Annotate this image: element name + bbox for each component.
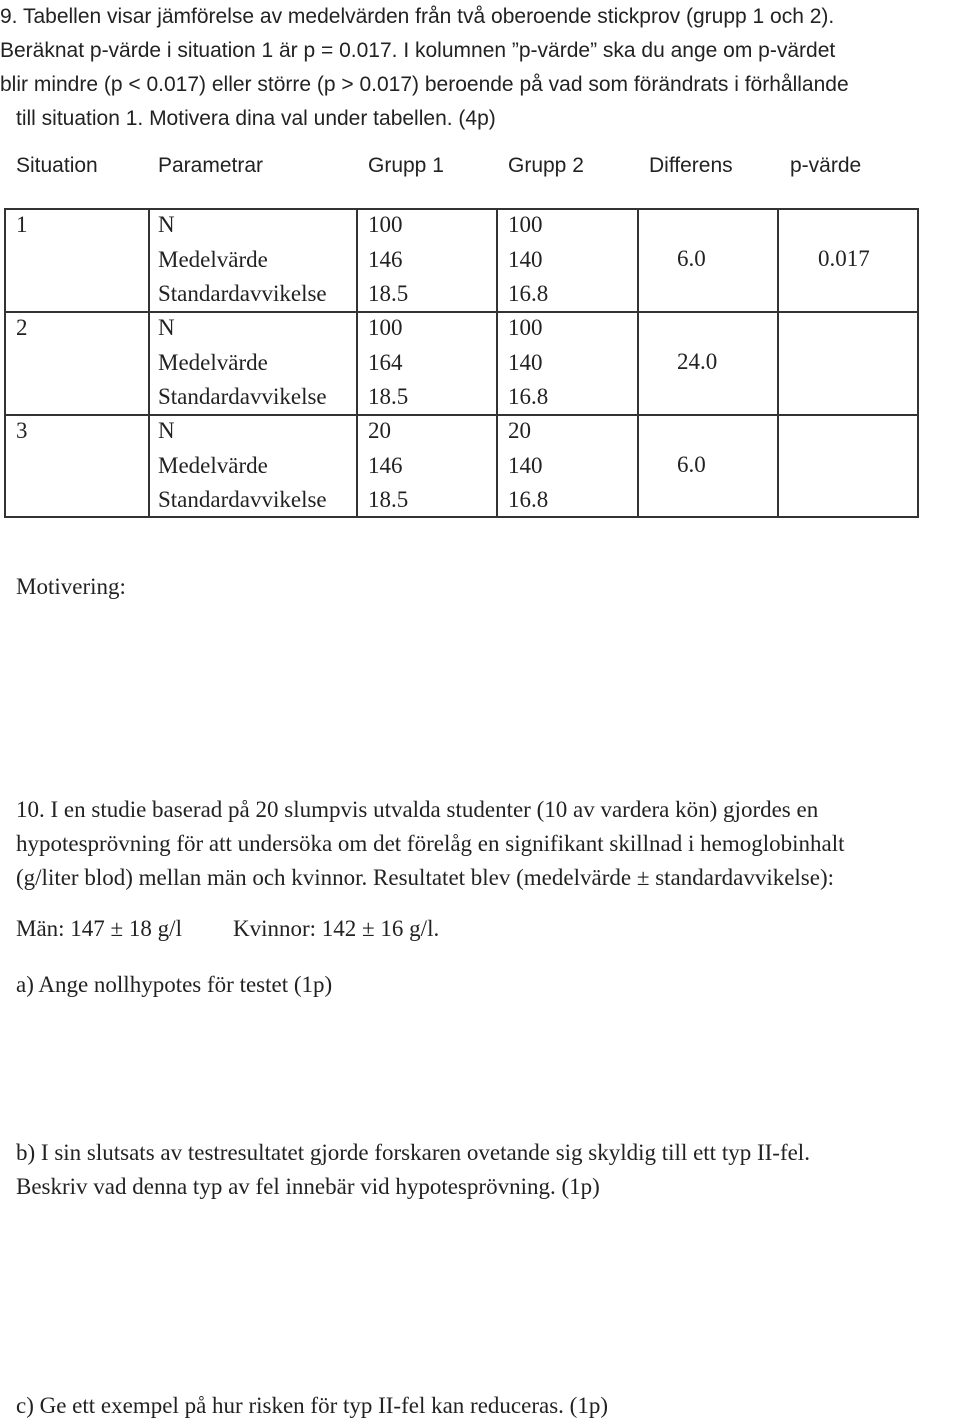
row1-grupp1 — [368, 208, 408, 312]
grupp1-value: 18.5 — [368, 281, 409, 306]
question-9-text — [0, 0, 849, 136]
q10-line-3: (g/liter blod) mellan män och kvinnor. Resultatet blev (medelvärde ± standardavvikelse): — [16, 865, 835, 890]
grupp1-value: 18.5 — [368, 384, 409, 409]
row3-grupp2 — [508, 414, 548, 518]
question-10b — [16, 1136, 956, 1204]
grupp2-value: 100 — [508, 212, 543, 237]
param-label: N — [158, 212, 175, 237]
header-parametrar: Parametrar — [158, 154, 264, 177]
data-table — [4, 208, 919, 518]
grupp1-value: 18.5 — [368, 487, 409, 512]
table-divider — [4, 414, 919, 416]
param-label: N — [158, 315, 175, 340]
row3-grupp1 — [368, 414, 408, 518]
grupp2-value: 16.8 — [508, 487, 549, 512]
table-divider — [148, 208, 150, 518]
row3-situation: 3 — [16, 418, 28, 443]
q10-line-2: hypotesprövning för att undersöka om det förelåg en signifikant skillnad i hemoglobinhalt — [16, 831, 845, 856]
table-divider — [496, 208, 498, 518]
grupp2-value: 16.8 — [508, 384, 549, 409]
row1-situation: 1 — [16, 212, 28, 237]
header-differens: Differens — [649, 154, 733, 177]
row1-params — [158, 208, 327, 312]
row2-grupp1 — [368, 311, 408, 415]
grupp2-value: 16.8 — [508, 281, 549, 306]
grupp1-value: 164 — [368, 349, 403, 375]
grupp2-value: 100 — [508, 315, 543, 340]
header-grupp2: Grupp 2 — [508, 154, 584, 177]
motivering-label: Motivering: — [16, 574, 126, 599]
grupp2-value: 140 — [508, 452, 543, 478]
q10b-line-2: Beskriv vad denna typ av fel innebär vid hypotesprövning. (1p) — [16, 1174, 600, 1199]
param-label: Standardavvikelse — [158, 281, 327, 306]
table-divider — [4, 311, 919, 313]
q9-line-2: Beräknat p-värde i situation 1 är p = 0.017. I kolumnen ”p-värde” ska du ange om p-värdet — [0, 39, 836, 62]
grupp2-value: 20 — [508, 418, 531, 443]
q10b-line-1: b) I sin slutsats av testresultatet gjorde forskaren ovetande sig skyldig till ett typ II-fel. — [16, 1140, 810, 1165]
question-10a: a) Ange nollhypotes för testet (1p) — [16, 972, 333, 997]
table-divider — [356, 208, 358, 518]
men-result: Män: 147 ± 18 g/l — [16, 916, 182, 941]
param-label: Medelvärde — [158, 246, 268, 272]
q9-line-4: till situation 1. Motivera dina val under tabellen. (4p) — [16, 107, 496, 130]
question-10-text — [16, 793, 956, 895]
row2-situation: 2 — [16, 315, 28, 340]
grupp2-value: 140 — [508, 349, 543, 375]
women-result: Kvinnor: 142 ± 16 g/l. — [233, 916, 440, 941]
param-label: N — [158, 418, 175, 443]
param-label: Standardavvikelse — [158, 487, 327, 512]
row2-grupp2 — [508, 311, 548, 415]
header-grupp1: Grupp 1 — [368, 154, 444, 177]
param-label: Medelvärde — [158, 452, 268, 478]
param-label: Standardavvikelse — [158, 384, 327, 409]
row1-differens: 6.0 — [677, 246, 706, 271]
table-divider — [637, 208, 639, 518]
grupp1-value: 100 — [368, 212, 403, 237]
row2-params — [158, 311, 327, 415]
header-pvarde: p-värde — [790, 154, 862, 177]
question-10c: c) Ge ett exempel på hur risken för typ II-fel kan reduceras. (1p) — [16, 1393, 608, 1418]
row2-differens: 24.0 — [677, 349, 718, 374]
grupp1-value: 146 — [368, 452, 403, 478]
header-situation: Situation — [16, 154, 98, 177]
row1-pvarde: 0.017 — [818, 246, 870, 271]
grupp1-value: 100 — [368, 315, 403, 340]
row3-params — [158, 414, 327, 518]
q9-line-1: 9. Tabellen visar jämförelse av medelvärden från två oberoende stickprov (grupp 1 och 2). — [0, 5, 835, 28]
grupp1-value: 20 — [368, 418, 391, 443]
grupp2-value: 140 — [508, 246, 543, 272]
table-divider — [777, 208, 779, 518]
grupp1-value: 146 — [368, 246, 403, 272]
q9-line-3: blir mindre (p < 0.017) eller större (p > 0.017) beroende på vad som förändrats i förhållande — [0, 73, 849, 96]
row1-grupp2 — [508, 208, 548, 312]
q10-line-1: 10. I en studie baserad på 20 slumpvis utvalda studenter (10 av vardera kön) gjordes en — [16, 797, 819, 822]
param-label: Medelvärde — [158, 349, 268, 375]
row3-differens: 6.0 — [677, 452, 706, 477]
